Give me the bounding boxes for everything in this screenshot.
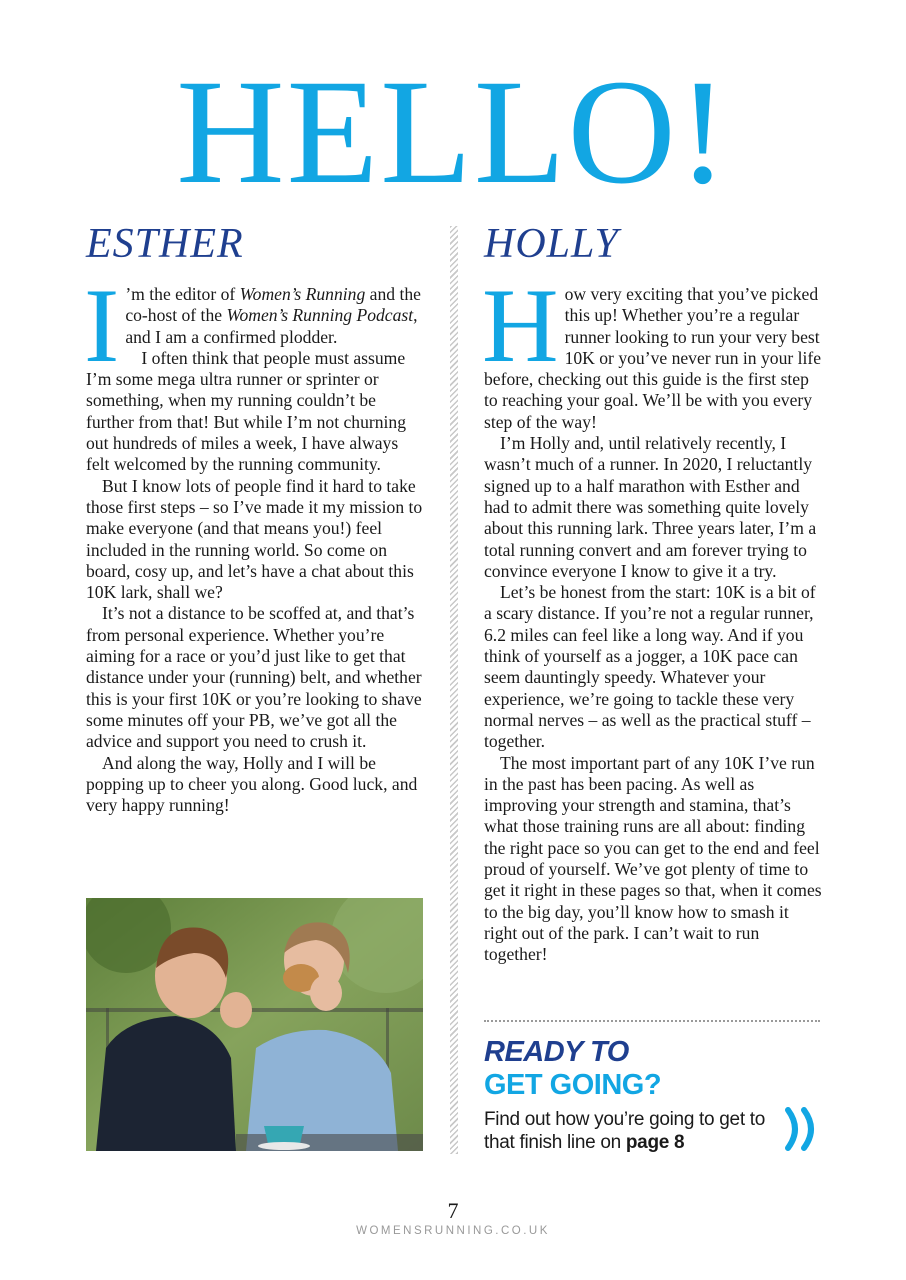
esther-paragraph-5: And along the way, Holly and I will be popping up to cheer you along. Good luck, and very happy running! (86, 752, 418, 816)
cta-title-line-1: READY TO (484, 1036, 629, 1068)
photo-illustration (86, 898, 423, 1151)
double-chevron-right-icon[interactable] (784, 1106, 824, 1152)
holly-dropcap: H (482, 267, 559, 384)
esther-paragraph-2: I often think that people must assume I’m some mega ultra runner or sprinter or something, when my running couldn’t be further from that! But while I’m not churning out hundreds of miles a week, I have always felt welcomed by the running community. (86, 347, 407, 475)
holly-paragraph-2: I’m Holly and, until relatively recently, I wasn’t much of a runner. In 2020, I reluctantly signed up to a half marathon with Esther and had to admit there was something quite lovely about this running lark. Three years later, I’m a total running convert and am forever trying to convince everyone I know to give it a try. (484, 433, 817, 581)
cta-text-body: Find out how you’re going to get to that finish line on (484, 1109, 766, 1153)
holly-p1-text: ow very exciting that you’ve picked this up! Whether you’re a regular runner looking to run your very best 10K or you’ve never run in your life before, checking out this guide is the first step to reaching your goal. We’ll be with you every step of the way! (484, 284, 822, 432)
esther-paragraph-1 (84, 267, 424, 384)
cta-text (484, 1108, 784, 1154)
holly-column (482, 267, 824, 966)
esther-p1-text-a: ’m the editor of (125, 284, 240, 304)
cta-page-reference[interactable]: page 8 (625, 1132, 685, 1153)
page-headline: HELLO! (176, 49, 730, 215)
editors-photo (86, 898, 423, 1151)
esther-dropcap: I (84, 267, 120, 384)
esther-p1-text-b: and the co-host of the (125, 284, 421, 326)
esther-heading: ESTHER (86, 221, 244, 267)
cta-separator (484, 1020, 820, 1022)
esther-paragraph-3: But I know lots of people find it hard to take those first steps – so I’ve made it my mission to make everyone (and that means you!) feel included in the running world. So come on board, cosy up, and let’s have a chat about this 10K lark, shall we? (86, 475, 423, 603)
esther-column (84, 267, 424, 816)
holly-heading: HOLLY (484, 221, 619, 267)
esther-p1-magazine-title: Women’s Running (239, 284, 366, 304)
esther-paragraph-4: It’s not a distance to be scoffed at, and that’s from personal experience. Whether you’re aiming for a race or you’d just like to get that distance under your (running) belt, and whether this is your first 10K or you’re looking to shave some minutes off your PB, we’ve got all the advice and support you need to crush it. (86, 603, 422, 752)
site-url[interactable]: WOMENSRUNNING.CO.UK (356, 1225, 550, 1237)
cta-title-line-2: GET GOING? (484, 1069, 662, 1101)
column-divider (450, 226, 458, 1154)
page-number: 7 (447, 1198, 459, 1223)
cta-title (484, 1036, 661, 1102)
holly-paragraph-3: Let’s be honest from the start: 10K is a bit of a scary distance. If you’re not a regular runner, 6.2 miles can feel like a long way. And if you think of yourself as a jogger, a 10K pace can seem dauntingly speedy. Whatever your experience, we’re going to tackle these very normal nerves – as well as the practical stuff – together. (484, 582, 816, 752)
holly-paragraph-1 (482, 267, 824, 433)
esther-p1-text-c: , and I am a confirmed plodder. (125, 305, 418, 347)
esther-p1-podcast-title: Women’s Running Podcast (226, 305, 414, 326)
holly-paragraph-4: The most important part of any 10K I’ve run in the past has been pacing. As well as improving your strength and stamina, that’s what those training runs are all about: finding the right pace so you can get to the end and feel proud of yourself. We’ve got plenty of time to get it right in these pages so that, when it comes to the big day, you’ll know how to smash it right out of the park. I can’t wait to run together! (484, 752, 822, 965)
